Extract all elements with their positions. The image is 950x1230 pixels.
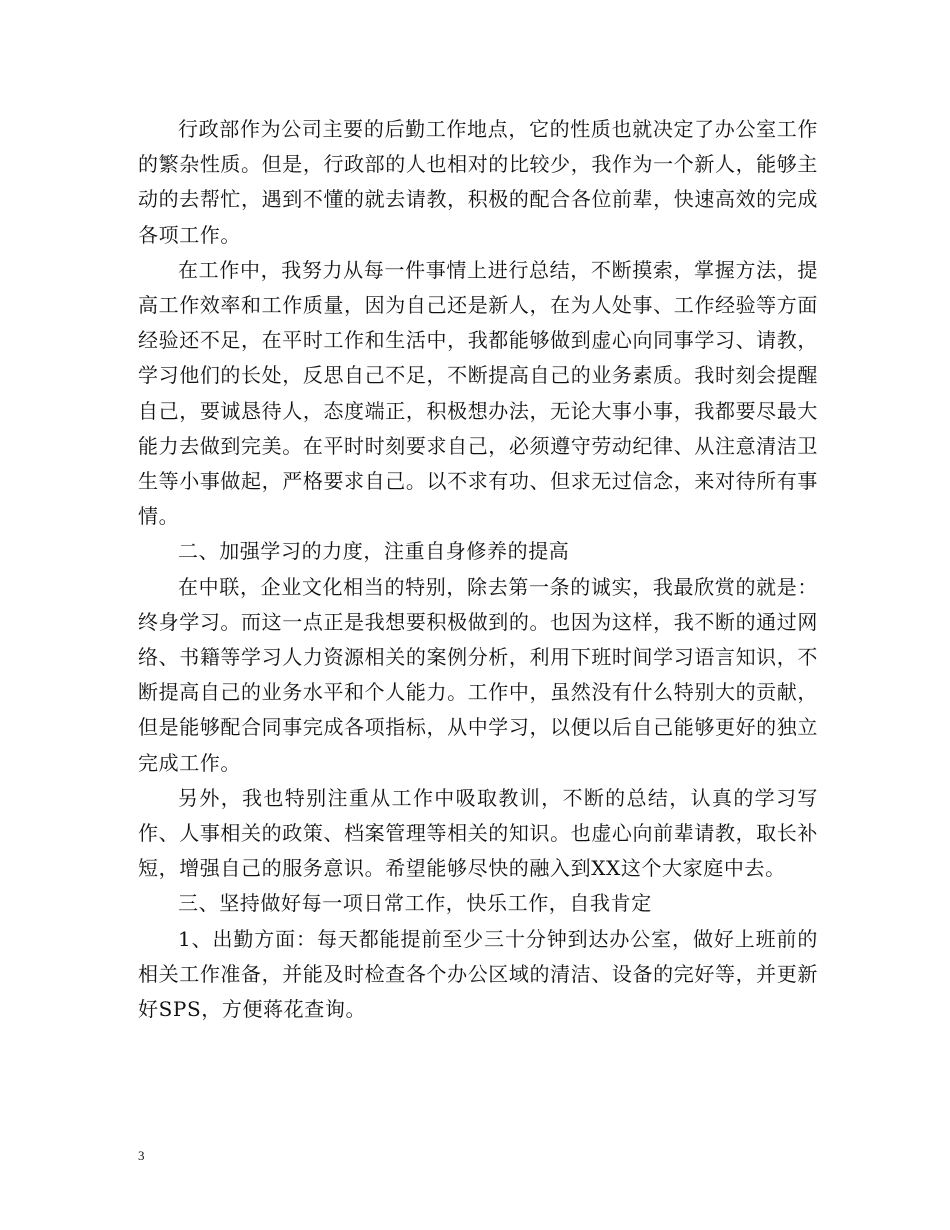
paragraph-lifelong-learning: 在中联，企业文化相当的特别，除去第一条的诚实，我最欣赏的就是：终身学习。而这一点正是我想要积极做到的。也因为这样，我不断的通过网络、书籍等学习人力资源相关的案例分析，利用下班时间学习语言知识，不断提高自己的业务水平和个人能力。工作中，虽然没有什么特别大的贡献，但是能够配合同事完成各项指标，从中学习，以便以后自己能够更好的独立完成工作。 — [138, 574, 818, 775]
document-body — [138, 112, 818, 1027]
section-heading-learning: 二、加强学习的力度，注重自身修养的提高 — [178, 539, 570, 564]
section-heading-daily-work: 三、坚持做好每一项日常工作，快乐工作，自我肯定 — [178, 891, 652, 916]
paragraph-lessons: 另外，我也特别注重从工作中吸取教训，不断的总结，认真的学习写作、人事相关的政策、档案管理等相关的知识。也虚心向前辈请教，取长补短，增强自己的服务意识。希望能够尽快的融入到XX这个大家庭中去。 — [138, 785, 818, 881]
paragraph-admin-dept: 行政部作为公司主要的后勤工作地点，它的性质也就决定了办公室工作的繁杂性质。但是，行政部的人也相对的比较少，我作为一个新人，能够主动的去帮忙，遇到不懂的就去请教，积极的配合各位前辈，快速高效的完成各项工作。 — [138, 117, 818, 247]
paragraph-work-summary: 在工作中，我努力从每一件事情上进行总结，不断摸索，掌握方法，提高工作效率和工作质量，因为自己还是新人，在为人处事、工作经验等方面经验还不足，在平时工作和生活中，我都能够做到虚心向同事学习、请教，学习他们的长处，反思自己不足，不断提高自己的业务素质。我时刻会提醒自己，要诚恳待人，态度端正，积极想办法，无论大事小事，我都要尽最大能力去做到完美。在平时时刻要求自己，必须遵守劳动纪律、从注意清洁卫生等小事做起，严格要求自己。以不求有功、但求无过信念，来对待所有事情。 — [138, 257, 818, 529]
paragraph-attendance: 1、出勤方面：每天都能提前至少三十分钟到达办公室，做好上班前的相关工作准备，并能及时检查各个办公区域的清洁、设备的完好等，并更新好SPS，方便蒋花查询。 — [138, 926, 818, 1022]
page-number: 3 — [138, 1148, 145, 1163]
